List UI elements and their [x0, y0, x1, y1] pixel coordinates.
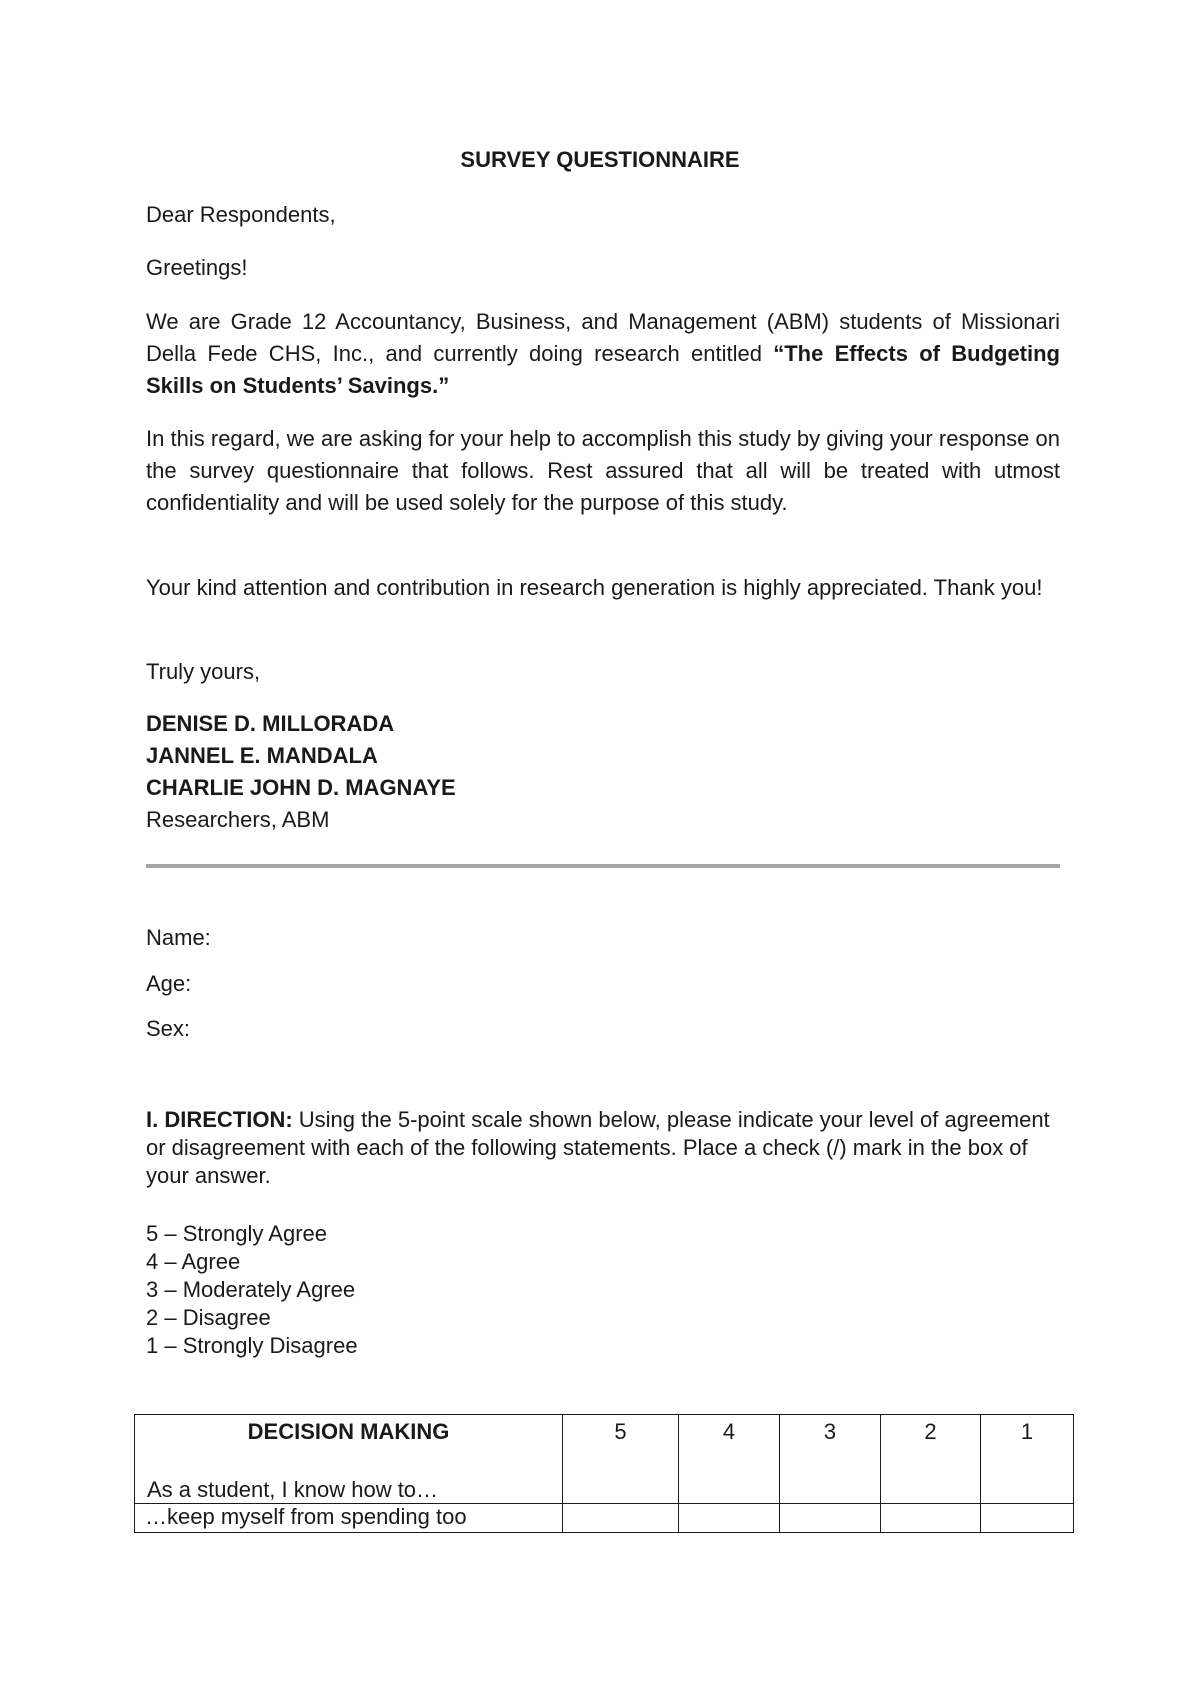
closing: Truly yours, — [146, 659, 261, 684]
scale-column-header: 3 — [780, 1415, 881, 1504]
scale-item: 2 – Disagree — [146, 1305, 271, 1330]
scale-column-header: 4 — [679, 1415, 780, 1504]
researcher-name: CHARLIE JOHN D. MAGNAYE — [146, 775, 456, 800]
page-title: SURVEY QUESTIONNAIRE — [460, 147, 740, 172]
age-field-label: Age: — [146, 971, 192, 996]
section-prompt: As a student, I know how to… — [147, 1477, 439, 1502]
scale-column-header: 2 — [881, 1415, 981, 1504]
salutation: Dear Respondents, — [146, 202, 336, 227]
greeting: Greetings! — [146, 255, 248, 280]
request-paragraph: In this regard, we are asking for your help to accomplish this study by giving your response on the survey questionnaire that follows. Rest assured that all will be treated with utmost confidentiality and will be used solely for the purpose of this study. — [146, 426, 1060, 515]
researcher-name: JANNEL E. MANDALA — [146, 743, 378, 768]
rating-scale — [146, 1220, 1060, 1360]
researchers-role: Researchers, ABM — [146, 807, 330, 832]
section-title: DECISION MAKING — [247, 1419, 450, 1444]
survey-table — [134, 1414, 1074, 1533]
direction-paragraph — [146, 1106, 1060, 1190]
table-header-cell — [135, 1415, 563, 1504]
table-header-row — [135, 1415, 1074, 1504]
scale-item: 4 – Agree — [146, 1249, 241, 1274]
scale-item: 5 – Strongly Agree — [146, 1221, 328, 1246]
answer-checkbox-cell[interactable] — [679, 1504, 780, 1533]
name-field-label: Name: — [146, 925, 211, 950]
answer-checkbox-cell[interactable] — [780, 1504, 881, 1533]
research-title: “The Effects of Budgeting Skills on Students’ Savings.” — [146, 341, 1060, 398]
scale-item: 1 – Strongly Disagree — [146, 1333, 358, 1358]
researcher-name: DENISE D. MILLORADA — [146, 711, 395, 736]
intro-text: We are Grade 12 Accountancy, Business, and Management (ABM) students of Missionari Della Fede CHS, Inc., and currently doing research entitled — [146, 309, 1060, 366]
thanks-paragraph: Your kind attention and contribution in research generation is highly appreciated. Thank you! — [146, 575, 1043, 600]
direction-label: I. DIRECTION: — [146, 1107, 293, 1132]
intro-paragraph — [146, 306, 1060, 402]
direction-text: Using the 5-point scale shown below, please indicate your level of agreement or disagreement with each of the following statements. Place a check (/) mark in the box of your answer. — [146, 1107, 1050, 1188]
signature-block — [146, 708, 1060, 836]
answer-checkbox-cell[interactable] — [563, 1504, 679, 1533]
answer-checkbox-cell[interactable] — [881, 1504, 981, 1533]
scale-item: 3 – Moderately Agree — [146, 1277, 356, 1302]
scale-column-header: 1 — [981, 1415, 1074, 1504]
answer-checkbox-cell[interactable] — [981, 1504, 1074, 1533]
table-row — [135, 1504, 1074, 1533]
scale-column-header: 5 — [563, 1415, 679, 1504]
sex-field-label: Sex: — [146, 1016, 191, 1041]
divider-line — [146, 864, 1060, 868]
statement-cell: …keep myself from spending too — [135, 1504, 563, 1533]
